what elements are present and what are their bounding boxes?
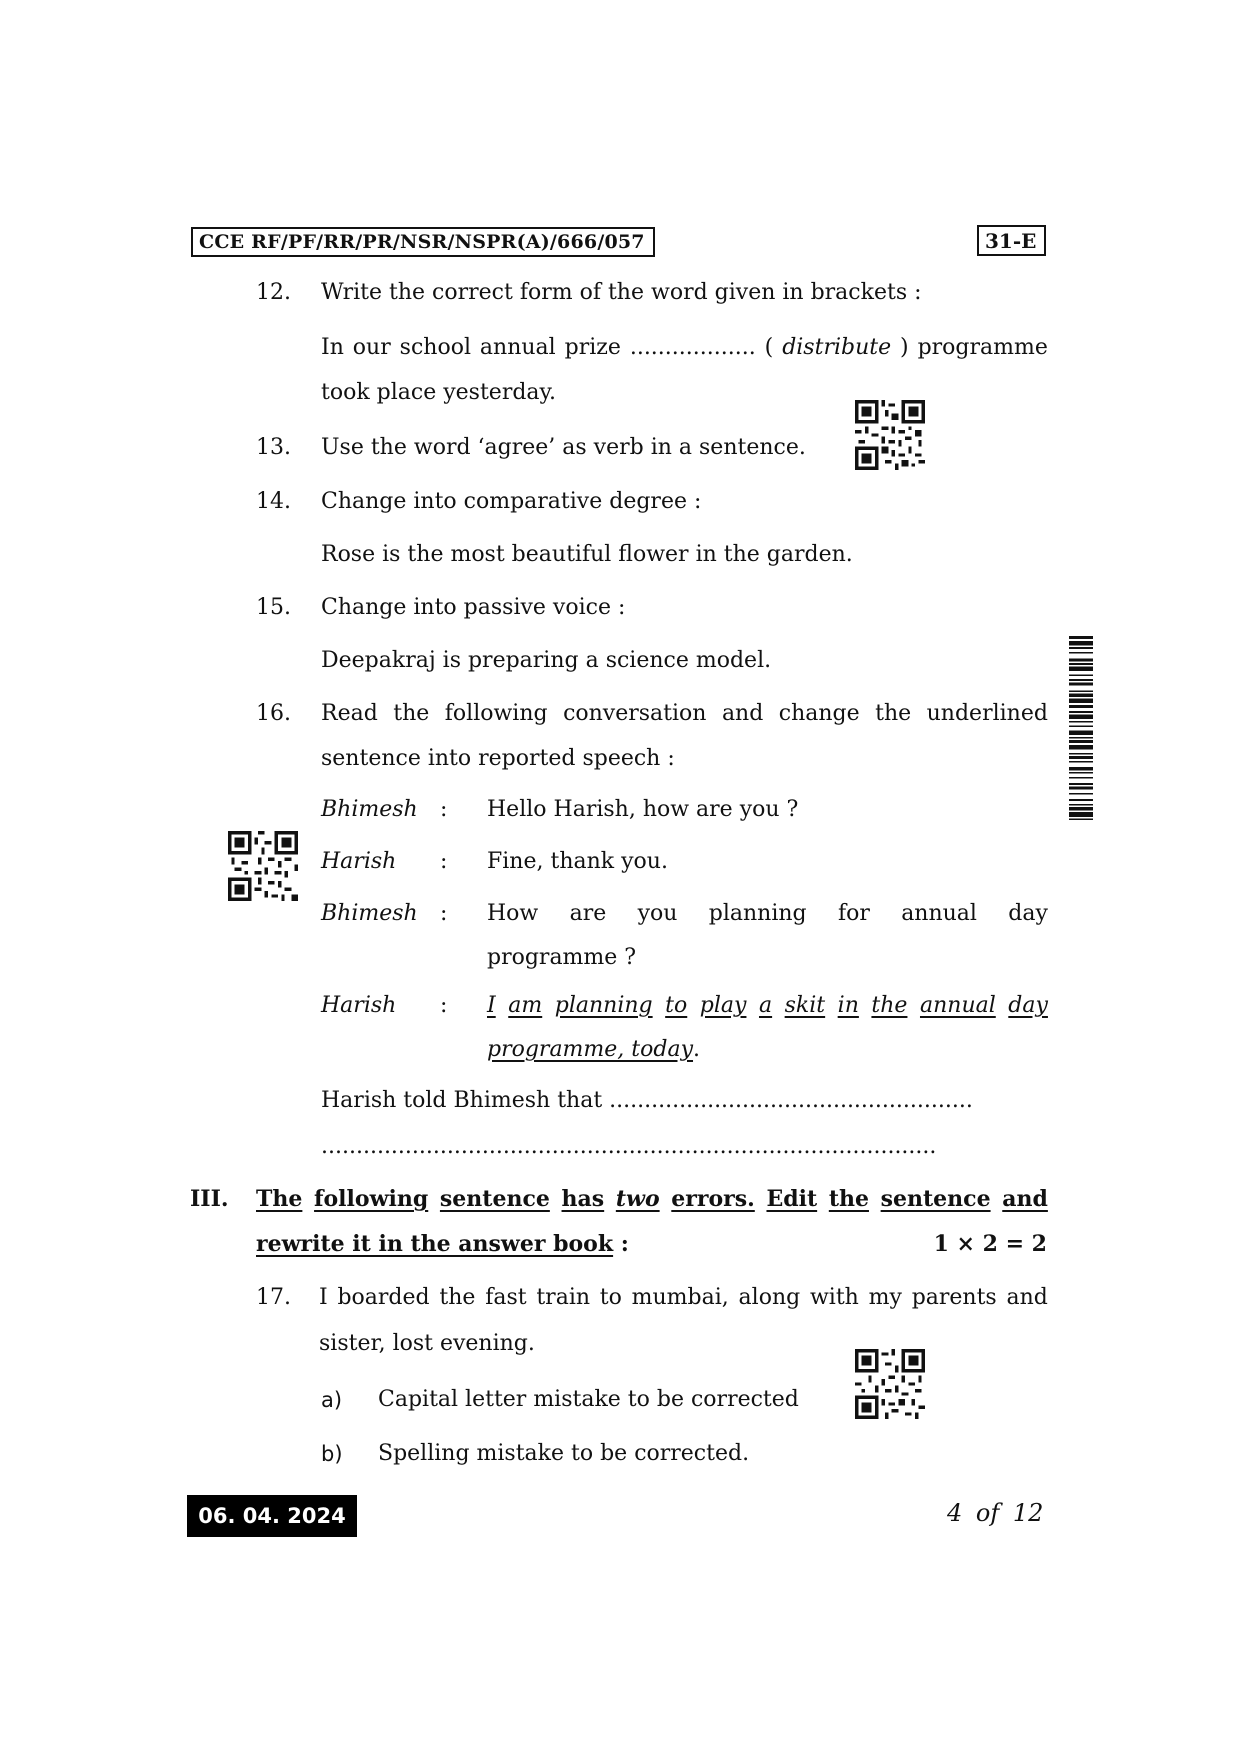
question-16-prompt (321, 701, 1048, 727)
question-number: 17. (256, 1285, 291, 1310)
sentence-end: . (693, 1037, 701, 1062)
word: fast (485, 1285, 527, 1310)
question-number: 12. (256, 280, 291, 305)
question-17-line (319, 1285, 1048, 1311)
word: along (738, 1285, 801, 1310)
underlined-sentence-continued (487, 1037, 700, 1063)
dialogue-colon: : (440, 849, 448, 874)
dialogue-colon: : (440, 901, 448, 926)
word: for (837, 901, 870, 926)
word: you (637, 901, 678, 926)
marks: 1 × 2 = 2 (933, 1231, 1047, 1257)
question-prompt: Change into passive voice : (321, 595, 626, 620)
word: has (561, 1186, 605, 1212)
exam-code-box (191, 227, 655, 257)
word: Read (321, 701, 378, 726)
bracket-word: distribute (782, 335, 892, 360)
word: parents (911, 1285, 997, 1310)
word: following (444, 701, 548, 726)
word: and (721, 701, 764, 726)
question-prompt: Change into comparative degree : (321, 489, 702, 514)
word: Edit (766, 1186, 818, 1212)
utterance: Fine, thank you. (487, 849, 668, 874)
word: annual (901, 901, 977, 926)
word: conversation (563, 701, 707, 726)
word: sentence (439, 1186, 550, 1212)
word: mumbai, (631, 1285, 729, 1310)
word: our (352, 335, 391, 360)
word: school (399, 335, 471, 360)
word: the (393, 701, 430, 726)
word: am (508, 993, 543, 1018)
question-16-prompt-line2: sentence into reported speech : (321, 746, 675, 771)
word: I (319, 1285, 328, 1310)
dialogue-colon: : (440, 993, 448, 1018)
word: the (871, 993, 908, 1018)
speaker: Bhimesh (321, 797, 418, 822)
word: planning (554, 993, 653, 1018)
question-number: 13. (256, 435, 291, 460)
page-number: 4 of 12 (947, 1499, 1044, 1527)
word: The (256, 1186, 303, 1212)
word: annual (919, 993, 996, 1018)
word: day (1008, 993, 1048, 1018)
dialogue-colon: : (440, 797, 448, 822)
word: a (758, 993, 773, 1018)
question-number: 15. (256, 595, 291, 620)
word: In (321, 335, 344, 360)
word: planning (708, 901, 807, 926)
qr-code-icon (855, 400, 925, 470)
word: the (439, 1285, 476, 1310)
word: train (536, 1285, 591, 1310)
word: with (809, 1285, 859, 1310)
word: boarded (337, 1285, 430, 1310)
answer-line: ........................................................................................ (321, 1134, 937, 1159)
word: ( (764, 335, 774, 360)
section-number: III. (190, 1186, 229, 1212)
speaker: Bhimesh (321, 901, 418, 926)
barcode-icon (1069, 636, 1093, 904)
option-label: b) (321, 1442, 343, 1466)
speaker: Harish (321, 849, 397, 874)
word: in (837, 993, 859, 1018)
word: annual (479, 335, 556, 360)
qr-code-icon (228, 831, 298, 901)
speaker: Harish (321, 993, 397, 1018)
word: sentence (880, 1186, 991, 1212)
word: programme (917, 335, 1048, 360)
utterance (487, 901, 1048, 927)
word: to (599, 1285, 622, 1310)
word: to (665, 993, 688, 1018)
blank-dots: .................. (629, 335, 756, 360)
exam-date-badge (187, 1495, 357, 1537)
word: I (487, 993, 496, 1018)
word: the (875, 701, 912, 726)
word: ) (900, 335, 909, 360)
qr-code-icon (855, 1349, 925, 1419)
exam-code: CCE RF/PF/RR/PR/NSR/NSPR(A)/666/057 (199, 231, 645, 253)
word: skit (784, 993, 826, 1018)
question-number: 14. (256, 489, 291, 514)
utterance-continued: programme ? (487, 945, 637, 970)
paper-code: 31-E (985, 229, 1037, 253)
question-17-line2: sister, lost evening. (319, 1331, 535, 1356)
word: change (778, 701, 860, 726)
question-12-line (321, 335, 1048, 361)
word: underlined (926, 701, 1048, 726)
underlined-sentence (487, 993, 1048, 1019)
question-12-line2: took place yesterday. (321, 380, 557, 405)
word: my (868, 1285, 902, 1310)
word: and (1006, 1285, 1048, 1310)
option-text: Spelling mistake to be corrected. (378, 1441, 750, 1466)
heading-text: rewrite it in the answer book (256, 1231, 614, 1257)
section-heading (256, 1186, 1048, 1212)
underlined-text: programme, today (487, 1037, 694, 1062)
word: are (569, 901, 607, 926)
section-heading-line2 (256, 1231, 629, 1257)
word: prize (564, 335, 621, 360)
paper-code-box (977, 225, 1046, 256)
utterance: Hello Harish, how are you ? (487, 797, 799, 822)
word: day (1008, 901, 1048, 926)
emphasis-word: two (615, 1186, 660, 1212)
word: and (1002, 1186, 1048, 1212)
word: errors. (671, 1186, 755, 1212)
question-prompt: Use the word ‘agree’ as verb in a sentence. (321, 435, 806, 460)
question-number: 16. (256, 701, 291, 726)
answer-line: Harish told Bhimesh that .................................................... (321, 1088, 973, 1113)
question-prompt: Write the correct form of the word given in brackets : (321, 280, 922, 305)
word: the (828, 1186, 869, 1212)
question-sentence: Rose is the most beautiful flower in the garden. (321, 542, 853, 567)
question-sentence: Deepakraj is preparing a science model. (321, 648, 772, 673)
heading-colon: : (613, 1231, 629, 1257)
option-text: Capital letter mistake to be corrected (378, 1387, 799, 1412)
word: play (699, 993, 747, 1018)
word: How (487, 901, 539, 926)
exam-date: 06. 04. 2024 (198, 1504, 346, 1528)
option-label: a) (321, 1388, 343, 1412)
word: following (314, 1186, 429, 1212)
